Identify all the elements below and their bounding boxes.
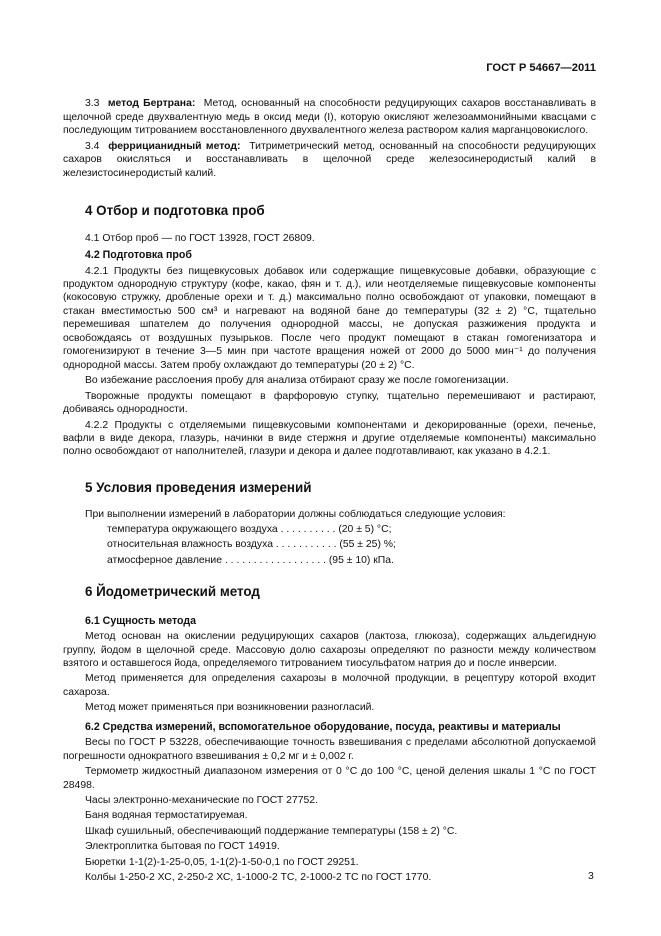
equipment-item: Шкаф сушильный, обеспечивающий поддержание температуры (158 ± 2) °С.: [85, 825, 458, 837]
term-definition: Титриметрический метод, основанный на способности редуцирующих сахаров окисляться и восстанавливать в щелочной среде железосинеродистый калий в железистосинеродистый калий.: [63, 140, 596, 179]
para-4-2-2: 4.2.2 Продукты с отделяемыми пищевкусовыми компонентами и декорированные (орехи, печенье, вафли в виде декора, глазурь, начинки в виде стержня и другие отделяемые компоненты) максимально полно освобождают от наполнителей, глазури и декора и далее подготавливают, как указано в 4.2.1.: [63, 419, 596, 458]
conditions-intro: При выполнении измерений в лаборатории должны соблюдаться следующие условия:: [85, 509, 506, 521]
equipment-item: Часы электронно-механические по ГОСТ 27752.: [85, 795, 318, 807]
section-5-heading: 5 Условия проведения измерений: [85, 479, 312, 495]
section-6-heading: 6 Йодометрический метод: [85, 584, 260, 600]
term-3-4: [63, 140, 596, 180]
term-definition: Метод, основанный на способности редуцирующих сахаров восстанавливать в щелочной среде двухвалентную медь в оксид меди (I), которую окисляют железоаммонийными квасцами с последующим титрованием восстановленного двухвалентного железа раствором калия марганцовокислого.: [63, 98, 596, 137]
condition-label: относительная влажность воздуха: [107, 539, 273, 551]
term-number: 3.3: [85, 98, 100, 110]
para-4-1: 4.1 Отбор проб — по ГОСТ 13928, ГОСТ 26809.: [85, 232, 315, 244]
equipment-item: Весы по ГОСТ Р 53228, обеспечивающие точность взвешивания с пределами абсолютной допускаемой погрешности однократного взвешивания ± 0,2 мг и ± 0,002 г.: [63, 737, 596, 762]
condition-label: температура окружающего воздуха: [107, 523, 278, 535]
term-name: метод Бертрана:: [107, 98, 196, 110]
document-header: ГОСТ Р 54667—2011: [486, 62, 596, 74]
equipment-item: Термометр жидкостный диапазоном измерения от 0 °С до 100 °С, ценой деления шкалы 1 °С по ГОСТ 28498.: [63, 766, 596, 791]
term-3-3: [63, 97, 596, 137]
equipment-item: Баня водяная термостатируемая.: [85, 810, 248, 822]
term-name: феррицианидный метод:: [108, 140, 241, 152]
page-number: 3: [588, 871, 594, 882]
equipment-item: Электроплитка бытовая по ГОСТ 14919.: [85, 841, 280, 853]
conditions-list: [63, 523, 596, 567]
document-page: [63, 62, 596, 885]
para-avoid-separation: Во избежание расслоения пробу для анализа отбирают сразу же после гомогенизации.: [85, 375, 509, 387]
para-6-1-a: Метод основан на окислении редуцирующих сахаров (лактоза, глюкоза), содержащих альдегидную группу, йодом в щелочной среде. Массовую долю сахарозы определяют по разности между количеством взятого и оставшегося йода, определяемого титрованием тиосульфатом натрия до и после инверсии.: [63, 631, 596, 669]
condition-value: (95 ± 10) кПа.: [328, 554, 394, 566]
equipment-item: Колбы 1-250-2 ХС, 2-250-2 ХС, 1-1000-2 ТС, 2-1000-2 ТС по ГОСТ 1770.: [85, 872, 432, 884]
equipment-item: Бюретки 1-1(2)-1-25-0,05, 1-1(2)-1-50-0,1 по ГОСТ 29251.: [85, 856, 359, 868]
subsection-6-1-heading: 6.1 Сущность метода: [85, 614, 197, 627]
subsection-4-2-heading: 4.2 Подготовка проб: [85, 249, 192, 262]
section-4-heading: 4 Отбор и подготовка проб: [85, 203, 265, 219]
leader-dots: . . . . . . . . . . . . . . . . . .: [222, 554, 329, 566]
condition-label: атмосферное давление: [107, 554, 223, 566]
para-6-1-c: Метод может применяться при возникновении разногласий.: [85, 702, 375, 714]
condition-humidity: [107, 538, 596, 551]
condition-value: (55 ± 25) %;: [339, 539, 396, 551]
para-curd-products: Творожные продукты помещают в фарфоровую ступку, тщательно перемешивают и растирают, добиваясь однородности.: [63, 390, 596, 416]
leader-dots: . . . . . . . . . . .: [272, 539, 340, 551]
subsection-6-2-heading: 6.2 Средства измерений, вспомогательное оборудование, посуда, реактивы и материалы: [85, 720, 561, 733]
para-6-1-b: Метод применяется для определения сахарозы в молочной продукции, в рецептуру которой входит сахароза.: [63, 673, 596, 698]
condition-value: (20 ± 5) °С;: [338, 523, 392, 535]
term-number: 3.4: [85, 140, 100, 152]
para-4-2-1: 4.2.1 Продукты без пищевкусовых добавок или содержащие пищевкусовые добавки, образующие с продуктом однородную структуру (кофе, какао, фян и т. д.), или неотделяемые пищевкусовые компоненты (кокосовую стружку, дробленые орехи и т. д.) максимально полно освобождают от упаковки, помещают в стакан вместимостью 500 см³ и нагревают на водяной бане до температуры (32 ± 2) °С, тщательно перемешивая шпателем до получения однородной массы, не допуская разжижения продукта и освобождаясь от воздушных пузырьков. После чего продукт помещают в стакан гомогенизатора и гомогенизируют в течение 3—5 мин при частоте вращения ножей от 2000 до 5000 мин⁻¹ до получения однородной массы. Затем пробу охлаждают до температуры (20 ± 2) °С.: [63, 265, 596, 371]
condition-pressure: [107, 554, 596, 567]
leader-dots: . . . . . . . . . .: [277, 523, 339, 535]
condition-temperature: [107, 523, 596, 536]
